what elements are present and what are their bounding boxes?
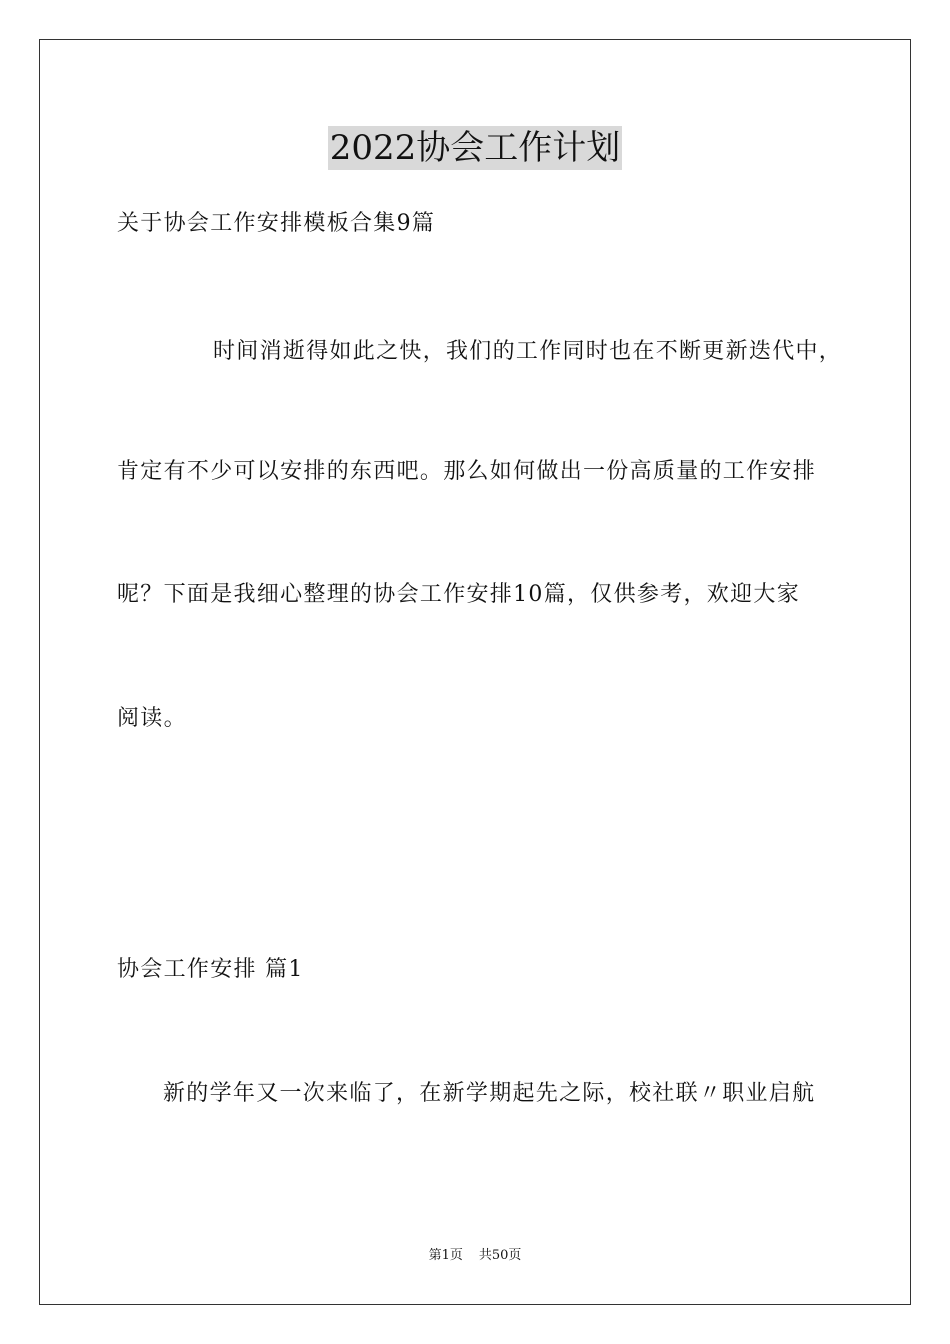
section-heading: 协会工作安排 篇1	[117, 957, 304, 982]
page-footer	[0, 1247, 950, 1265]
intro-line-4: 阅读。	[117, 706, 187, 731]
page-number: 第1页	[428, 1248, 463, 1263]
intro-line-3: 呢？下面是我细心整理的协会工作安排10篇，仅供参考，欢迎大家	[117, 582, 800, 607]
title-container	[0, 126, 950, 170]
intro-line-1: 时间消逝得如此之快，我们的工作同时也在不断更新迭代中，	[213, 339, 843, 364]
section-paragraph-line-1: 新的学年又一次来临了，在新学期起先之际，校社联〃职业启航	[163, 1081, 816, 1106]
total-pages: 共50页	[478, 1248, 522, 1263]
document-title: 2022协会工作计划	[329, 128, 621, 168]
document-subtitle: 关于协会工作安排模板合集9篇	[117, 211, 436, 236]
intro-line-2: 肯定有不少可以安排的东西吧。那么如何做出一份高质量的工作安排	[117, 459, 817, 484]
